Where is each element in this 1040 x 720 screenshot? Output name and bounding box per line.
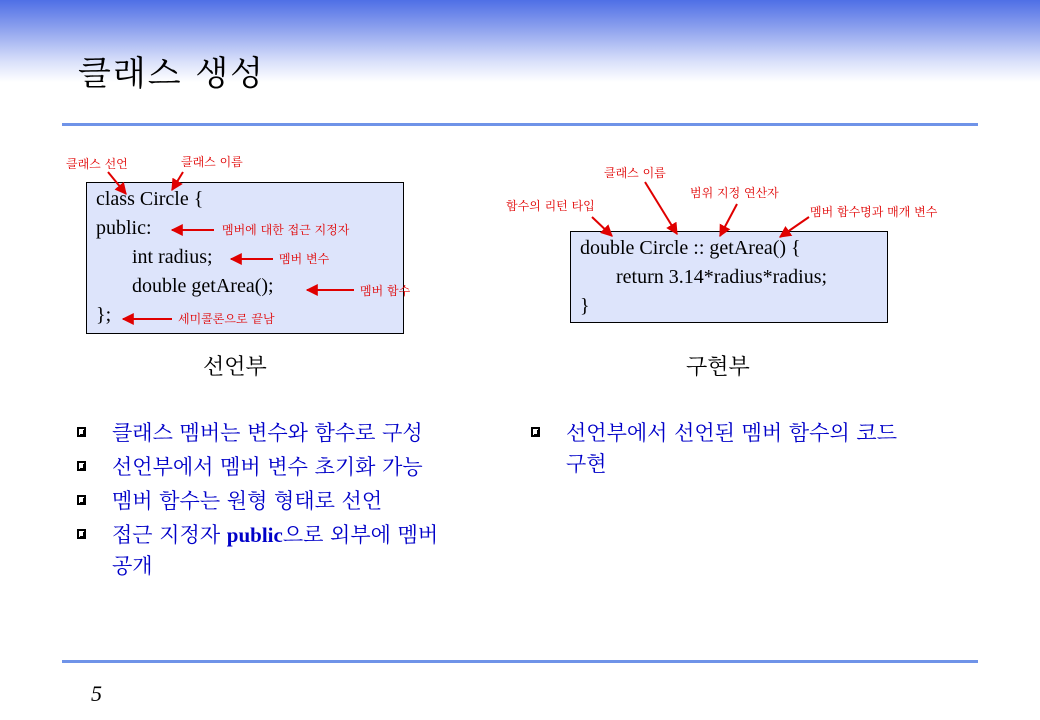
annotation-class-declaration: 클래스 선언 (66, 157, 128, 171)
code-line: int radius; (132, 246, 213, 268)
bullet-box-icon (77, 495, 86, 505)
code-line: class Circle { (96, 188, 204, 210)
annotation-semicolon-end: 세미콜론으로 끝남 (178, 312, 275, 326)
bullet-text-pre: 접근 지정자 (112, 523, 227, 547)
code-line: }; (96, 304, 112, 326)
bullet-item-continuation: 구현 (566, 452, 607, 476)
arrow-class-declaration (108, 172, 126, 194)
arrow-scope-operator (720, 204, 737, 236)
slide-title: 클래스 생성 (78, 54, 266, 94)
arrow-impl-class-name (645, 182, 677, 234)
annotation-scope-operator: 범위 지정 연산자 (690, 186, 779, 200)
bullet-box-icon (77, 461, 86, 471)
code-line: } (580, 295, 590, 317)
annotation-func-name-params: 멤버 함수명과 매개 변수 (810, 205, 938, 219)
bullet-box-icon (77, 529, 86, 539)
annotation-class-name: 클래스 이름 (181, 155, 243, 169)
annotation-member-function: 멤버 함수 (360, 284, 411, 298)
bullet-item: 선언부에서 멤버 변수 초기화 가능 (112, 455, 423, 479)
bullet-item-continuation: 공개 (112, 554, 153, 578)
declaration-caption: 선언부 (203, 355, 267, 380)
bullet-text-post: 으로 외부에 멤버 (282, 523, 439, 547)
bullet-item (112, 520, 438, 550)
code-line: double Circle :: getArea() { (580, 237, 801, 259)
bullet-item: 클래스 멤버는 변수와 함수로 구성 (112, 421, 423, 445)
page-number: 5 (91, 681, 102, 706)
arrow-func-name-params (780, 217, 809, 237)
code-line: double getArea(); (132, 275, 274, 297)
arrow-class-name (172, 172, 183, 190)
annotation-access-specifier: 멤버에 대한 접근 지정자 (222, 223, 350, 237)
bullet-item: 멤버 함수는 원형 형태로 선언 (112, 489, 383, 513)
bullet-box-icon (77, 427, 86, 437)
code-line: return 3.14*radius*radius; (616, 266, 828, 288)
annotation-return-type: 함수의 리턴 타입 (506, 199, 595, 213)
code-line: public: (96, 217, 152, 239)
bottom-divider (62, 660, 978, 663)
bullet-box-icon (531, 427, 540, 437)
arrow-return-type (592, 217, 612, 236)
bullet-item: 선언부에서 선언된 멤버 함수의 코드 (566, 421, 897, 445)
annotation-member-variable: 멤버 변수 (279, 252, 330, 266)
annotation-impl-class-name: 클래스 이름 (604, 166, 666, 180)
bullet-code-term: public (226, 523, 283, 547)
implementation-caption: 구현부 (686, 355, 750, 380)
